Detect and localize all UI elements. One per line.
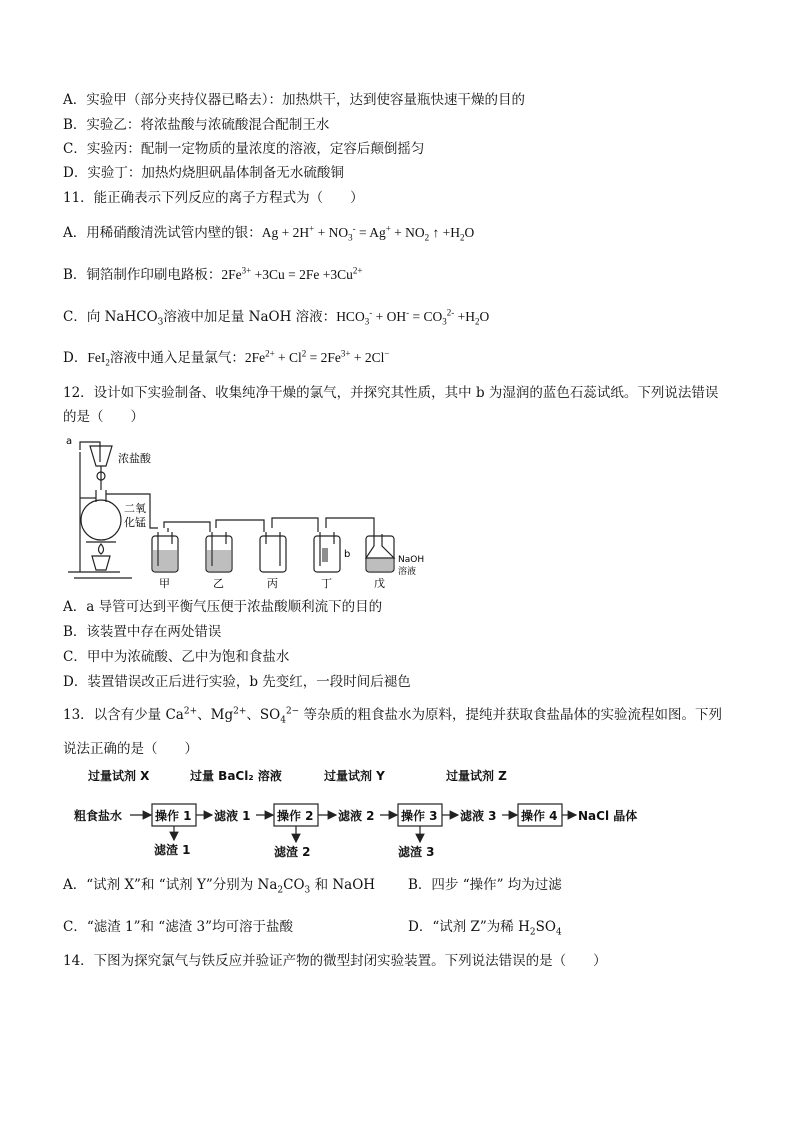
flow-op-2: 操作 2 — [277, 809, 314, 823]
q13-option-c: C．“滤渣 1”和 “滤渣 3”均可溶于盐酸 — [63, 919, 293, 935]
label-naoh-1: NaOH — [398, 555, 425, 565]
bottle-liquids — [153, 548, 393, 571]
q13-option-d: D．“试剂 Z”为稀 $H_2SO_4$ — [408, 919, 562, 938]
q10-option-a: A．实验甲（部分夹持仪器已略去）：加热烘干，达到使容量瓶快速干燥的目的 — [63, 92, 525, 108]
q13-stem-text-3: 、SO — [246, 707, 281, 723]
label-hcl: 浓盐酸 — [118, 452, 151, 465]
q10-option-c: C．实验丙：配制一定物质的量浓度的溶液，定容后颠倒摇匀 — [63, 141, 425, 157]
q13-option-b: B．四步 “操作” 均为过滤 — [408, 877, 562, 893]
flow-residue-1: 滤渣 1 — [154, 843, 191, 857]
q12-option-d: D．装置错误改正后进行实验，b 先变红，一段时间后褪色 — [63, 674, 411, 690]
q12-stem-line1: 12．设计如下实验制备、收集纯净干燥的氯气，并探究其性质，其中 b 为湿润的蓝色石蕊试纸。下列说法错误 — [63, 385, 719, 401]
q11-option-a-equation: $Ag + 2H^+ + NO_3^- = Ag^+ + NO_2$ ↑ $+H_2O$ — [261, 223, 475, 243]
q13-option-a-text: A．“试剂 X”和 “试剂 Y”分别为 Na — [63, 877, 278, 893]
bottle-label-yi: 乙 — [213, 577, 224, 590]
q11-option-c: C．向 NaHCO$_3$溶液中加足量 NaOH 溶液：$HCO_3^- + OH^- = CO_3^{2-} +H_2O$ — [63, 307, 490, 328]
flow-op-1: 操作 1 — [155, 809, 192, 823]
q10-option-d: D．实验丁：加热灼烧胆矾晶体制备无水硫酸铜 — [63, 165, 344, 181]
q13-stem-text-2: 、Mg — [197, 707, 234, 723]
round-flask — [81, 500, 121, 540]
flow-end: NaCl 晶体 — [578, 809, 638, 823]
flow-reagent-x: 过量试剂 X — [88, 769, 150, 783]
q11-option-a-text: A．用稀硝酸清洗试管内壁的银： — [63, 225, 262, 241]
q12-option-a: A．a 导管可达到平衡气压便于浓盐酸顺利流下的目的 — [63, 599, 383, 615]
q13-option-d-text: D．“试剂 Z”为稀 H — [408, 919, 530, 935]
q13-stem-text-1: 13．以含有少量 Ca — [63, 707, 184, 723]
flow-start: 粗食盐水 — [74, 809, 123, 823]
bottle-label-wu: 戊 — [374, 577, 385, 590]
bottle-label-ding: 丁 — [321, 577, 332, 590]
bottle-label-bing: 丙 — [267, 577, 278, 590]
tube-a — [80, 442, 100, 462]
burner — [92, 556, 110, 570]
q11-option-a — [63, 224, 474, 242]
label-naoh-2: 溶液 — [398, 567, 417, 577]
q13-option-a-text-2: 和 NaOH — [314, 877, 376, 893]
flow-reagent-bacl2: 过量 BaCl₂ 溶液 — [190, 769, 282, 783]
q11-option-d-formula: FeI$_2$ — [87, 350, 110, 368]
q11-option-c-text-2: 溶液中加足量 NaOH 溶液： — [163, 309, 337, 325]
flow-residue-3: 滤渣 3 — [398, 845, 435, 859]
flow-op-4: 操作 4 — [521, 809, 558, 823]
flow-filtrate-2: 滤液 2 — [338, 809, 375, 823]
q11-option-d-text: D． — [63, 350, 88, 366]
q11-option-d-equation: $2Fe^{2+} + Cl^2 = 2Fe^{3+} + 2Cl^-$ — [244, 348, 390, 365]
q11-option-d — [63, 349, 389, 367]
flow-reagent-z: 过量试剂 Z — [446, 769, 507, 783]
q12-apparatus-figure — [60, 432, 440, 592]
label-mno2-1: 二氧 — [124, 502, 146, 515]
q11-option-c-equation: $HCO_3^- + OH^- = CO_3^{2-} +H_2O$ — [336, 307, 490, 327]
q11-option-b-text: B．铜箔制作印刷电路板： — [63, 267, 222, 283]
label-mno2-2: 化锰 — [124, 516, 146, 529]
q13-stem-line2: 说法正确的是（ ） — [63, 741, 198, 757]
q11-option-b — [63, 266, 362, 284]
q12-option-b: B．该装置中存在两处错误 — [63, 624, 222, 640]
q11-option-c-text: C．向 NaHCO — [63, 309, 158, 325]
bottle-label-jia: 甲 — [159, 577, 170, 590]
label-a: a — [66, 436, 73, 447]
dropping-funnel — [90, 446, 112, 466]
q12-stem-line2: 的是（ ） — [63, 409, 144, 425]
q14-stem: 14．下图为探究氯气与铁反应并验证产物的微型封闭实验装置。下列说法错误的是（ ） — [63, 953, 607, 969]
flow-op-3: 操作 3 — [401, 809, 438, 823]
flow-filtrate-3: 滤液 3 — [460, 809, 497, 823]
label-b: b — [344, 549, 351, 560]
q13-stem-text-4: 等杂质的粗食盐水为原料，提纯并获取食盐晶体的实验流程如图。下列 — [303, 707, 723, 723]
q13-option-a: A．“试剂 X”和 “试剂 Y”分别为 $Na_2CO_3$ 和 NaOH — [63, 877, 376, 896]
flow-reagent-y: 过量试剂 Y — [324, 769, 385, 783]
flame — [99, 544, 104, 554]
q11-option-d-text-2: 溶液中通入足量氯气： — [109, 350, 245, 366]
q12-option-c: C．甲中为浓硫酸、乙中为饱和食盐水 — [63, 649, 290, 665]
flow-filtrate-1: 滤液 1 — [214, 809, 251, 823]
q10-option-b: B．实验乙：将浓盐酸与浓硫酸混合配制王水 — [63, 117, 330, 133]
gas-bottles — [152, 532, 394, 572]
flow-residue-2: 滤渣 2 — [274, 845, 311, 859]
q11-option-b-equation: $2Fe^{3+} +3Cu = 2Fe +3Cu^{2+}$ — [221, 265, 363, 282]
q11-stem: 11．能正确表示下列反应的离子方程式为（ ） — [63, 190, 364, 206]
q13-stem-line1: 13．以含有少量 $Ca^{2+}$、$Mg^{2+}$、$SO_4^{2-}$ 等杂质的粗食盐水为原料，提纯并获取食盐晶体的实验流程如图。下列 — [63, 706, 723, 726]
q13-flow-diagram — [60, 764, 660, 864]
